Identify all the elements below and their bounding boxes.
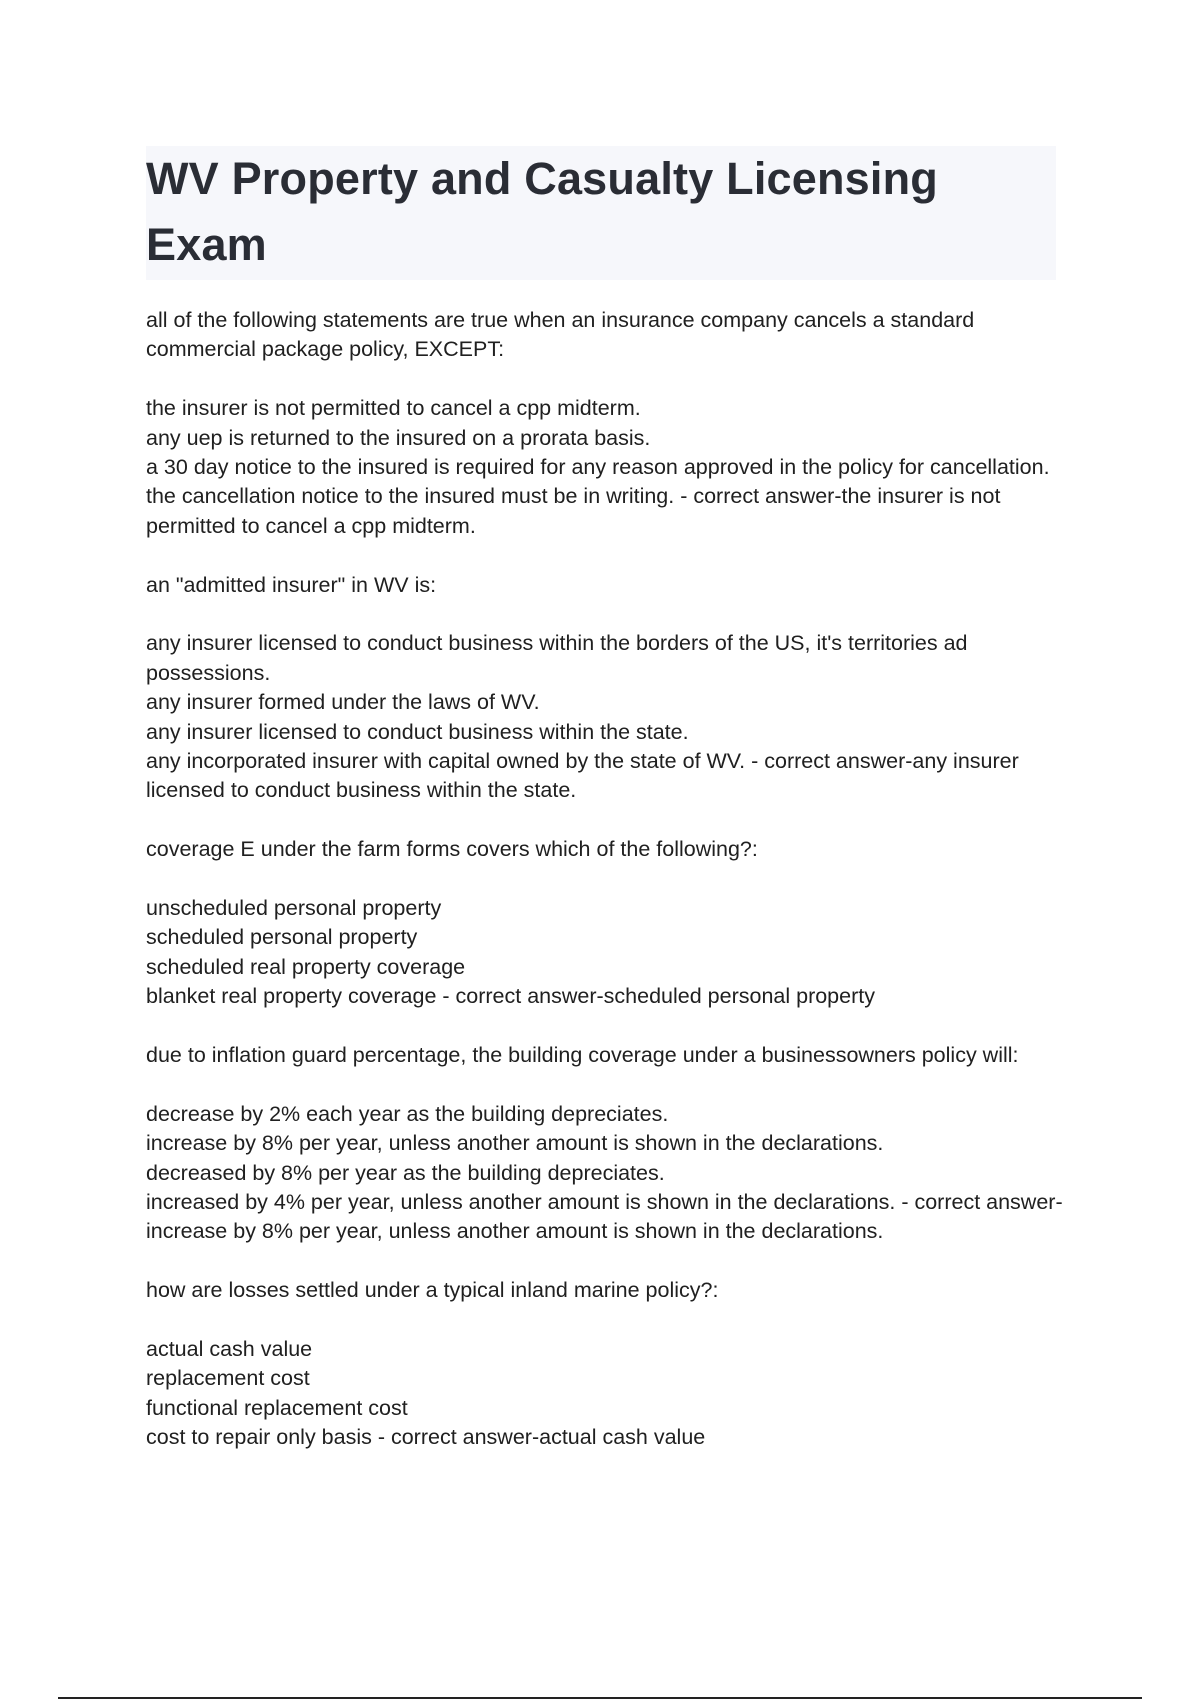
title-block [146, 146, 1056, 280]
question-text: all of the following statements are true when an insurance company cancels a standard commercial package policy, EXCEPT: [146, 308, 975, 362]
question-block [146, 1276, 1066, 1452]
answer-option: decrease by 2% each year as the building depreciates. [146, 1101, 669, 1126]
answer-option: actual cash value [146, 1337, 313, 1362]
question-block [146, 571, 1066, 806]
answer-option: increase by 8% per year, unless another amount is shown in the declarations. [146, 1131, 884, 1156]
answer-option: increased by 4% per year, unless another amount is shown in the declarations. - correct answer-increase by 8% per year, unless another amount is shown in the declarations. [146, 1190, 1063, 1244]
question-block [146, 835, 1066, 1011]
answer-options [146, 894, 1066, 1012]
answer-option: the insurer is not permitted to cancel a cpp midterm. [146, 396, 641, 421]
answer-option: any uep is returned to the insured on a prorata basis. [146, 425, 651, 450]
question-text: an "admitted insurer" in WV is: [146, 572, 437, 597]
answer-option: decreased by 8% per year as the building depreciates. [146, 1160, 665, 1185]
answer-option: any insurer formed under the laws of WV. [146, 690, 540, 715]
answer-option: functional replacement cost [146, 1395, 408, 1420]
document-title: WV Property and Casualty Licensing Exam [146, 153, 938, 270]
answer-option: a 30 day notice to the insured is required for any reason approved in the policy for cancellation. [146, 455, 1050, 480]
footer-divider [58, 1697, 1142, 1699]
answer-option: scheduled real property coverage [146, 954, 466, 979]
answer-option: unscheduled personal property [146, 896, 442, 921]
question-block [146, 306, 1066, 541]
answer-options [146, 629, 1066, 805]
answer-option: any incorporated insurer with capital owned by the state of WV. - correct answer-any insurer licensed to conduct business within the state. [146, 749, 1019, 803]
question-block [146, 1041, 1066, 1247]
answer-option: blanket real property coverage - correct answer-scheduled personal property [146, 984, 875, 1009]
answer-option: the cancellation notice to the insured must be in writing. - correct answer-the insurer is not permitted to cancel a cpp midterm. [146, 484, 1001, 538]
question-text: due to inflation guard percentage, the building coverage under a businessowners policy will: [146, 1043, 1019, 1068]
answer-options [146, 1100, 1066, 1247]
document-content [146, 306, 1066, 1482]
answer-option: replacement cost [146, 1366, 310, 1391]
question-text: how are losses settled under a typical inland marine policy?: [146, 1278, 719, 1303]
question-text: coverage E under the farm forms covers which of the following?: [146, 837, 758, 862]
answer-options [146, 1335, 1066, 1453]
answer-option: any insurer licensed to conduct business within the state. [146, 719, 689, 744]
answer-option: cost to repair only basis - correct answer-actual cash value [146, 1425, 706, 1450]
answer-options [146, 394, 1066, 541]
answer-option: any insurer licensed to conduct business within the borders of the US, it's territories ad possessions. [146, 631, 968, 685]
answer-option: scheduled personal property [146, 925, 418, 950]
